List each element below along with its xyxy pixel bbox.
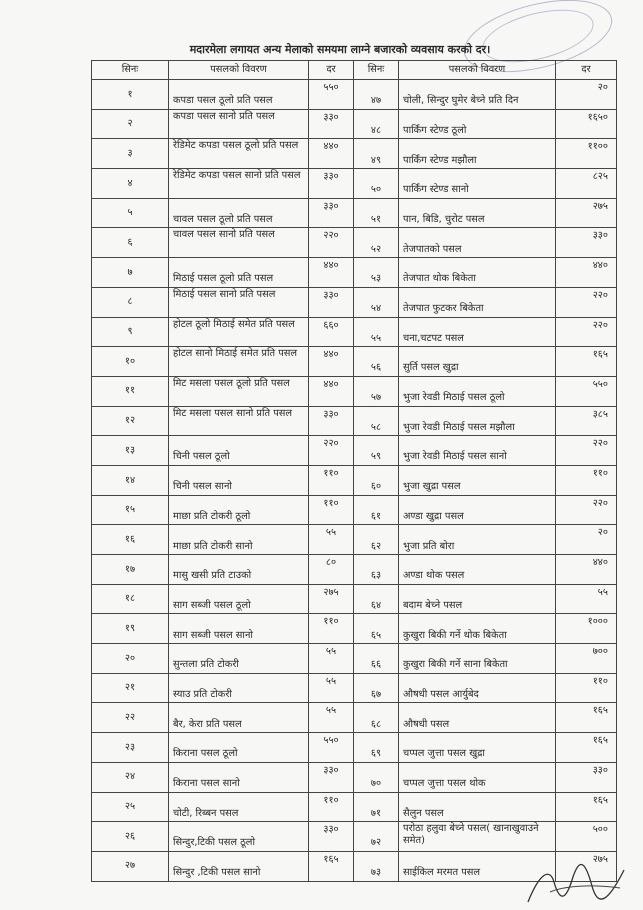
rate-cell: ४४०	[556, 258, 617, 288]
table-row	[92, 614, 617, 644]
rate-cell: १६५	[556, 792, 617, 822]
serial-number-cell: २०	[92, 644, 169, 674]
signature	[520, 862, 630, 908]
shop-description-cell: मिठाई पसल ठूलो प्रति पसल	[169, 258, 309, 288]
table-row	[92, 376, 617, 406]
shop-description-cell: कुखुरा बिकी गर्ने साना बिकेता	[399, 644, 556, 674]
rate-cell: ३३०	[309, 169, 354, 199]
rate-cell: ११०	[556, 465, 617, 495]
serial-number-cell: ६९	[354, 733, 399, 763]
shop-description-cell: तेजपातको पसल	[399, 228, 556, 258]
serial-number-cell: ७०	[354, 762, 399, 792]
rate-cell: २२०	[309, 436, 354, 466]
serial-number-cell: २१	[92, 673, 169, 703]
rate-cell: ३३०	[309, 822, 354, 852]
serial-number-cell: ११	[92, 376, 169, 406]
header-rate-right: दर	[556, 61, 617, 80]
shop-description-cell: होटल सानो मिठाई समेत प्रति पसल	[169, 347, 309, 377]
shop-description-cell: किराना पसल सानो	[169, 762, 309, 792]
shop-description-cell: चिनी पसल सानो	[169, 465, 309, 495]
serial-number-cell: ५८	[354, 406, 399, 436]
shop-description-cell: बैर, केरा प्रति पसल	[169, 703, 309, 733]
rate-cell: ५५	[309, 525, 354, 555]
rate-cell: ३३०	[309, 109, 354, 139]
serial-number-cell: ४७	[354, 80, 399, 110]
shop-description-cell: परोठा हलुवा बेच्ने पसल( खानाखुवाउने समेत)	[399, 822, 556, 852]
rate-cell: ३३०	[309, 406, 354, 436]
shop-description-cell: चप्पल जुत्ता पसल थोक	[399, 762, 556, 792]
rate-cell: १६५	[309, 851, 354, 881]
serial-number-cell: ७३	[354, 851, 399, 881]
serial-number-cell: ६६	[354, 644, 399, 674]
rate-cell: ८२५	[556, 169, 617, 199]
table-row	[92, 80, 617, 110]
shop-description-cell: तेजपात थोक बिकेता	[399, 258, 556, 288]
shop-description-cell: मिट मसला पसल ठूलो प्रति पसल	[169, 376, 309, 406]
rate-cell: ३३०	[309, 762, 354, 792]
table-row	[92, 198, 617, 228]
rate-cell: ११०	[309, 792, 354, 822]
shop-description-cell: साईकिल मरमत पसल	[399, 851, 556, 881]
table-row	[92, 584, 617, 614]
rate-cell: ५५०	[309, 80, 354, 110]
rate-cell: ४४०	[309, 258, 354, 288]
table-row	[92, 465, 617, 495]
tax-rate-table	[91, 60, 617, 882]
rate-cell: ४४०	[556, 555, 617, 585]
header-description-left: पसलको विवरण	[169, 61, 309, 80]
shop-description-cell: अण्डा थोक पसल	[399, 555, 556, 585]
shop-description-cell: भुजा रेवडी मिठाई पसल सानो	[399, 436, 556, 466]
serial-number-cell: ६५	[354, 614, 399, 644]
shop-description-cell: कपडा पसल ठूलो प्रति पसल	[169, 80, 309, 110]
table-row	[92, 555, 617, 585]
table-row	[92, 406, 617, 436]
shop-description-cell: साग सब्जी पसल ठूलो	[169, 584, 309, 614]
shop-description-cell: भुजा रेवडी मिठाई पसल ठूलो	[399, 376, 556, 406]
rate-cell: ५००	[556, 822, 617, 852]
shop-description-cell: रेडिमेट कपडा पसल ठूलो प्रति पसल	[169, 139, 309, 169]
table-row	[92, 822, 617, 852]
shop-description-cell: भुजा प्रति बोरा	[399, 525, 556, 555]
shop-description-cell: चना,चटपट पसल	[399, 317, 556, 347]
table-row	[92, 733, 617, 763]
rate-cell: ३३०	[556, 762, 617, 792]
serial-number-cell: ५९	[354, 436, 399, 466]
header-description-right: पसलको विवरण	[399, 61, 556, 80]
serial-number-cell: ९	[92, 317, 169, 347]
rate-cell: ११०	[309, 495, 354, 525]
serial-number-cell: ५६	[354, 347, 399, 377]
table-row	[92, 673, 617, 703]
rate-cell: २७५	[309, 584, 354, 614]
serial-number-cell: ६२	[354, 525, 399, 555]
shop-description-cell: चोली, सिन्दुर घुमेर बेच्ने प्रति दिन	[399, 80, 556, 110]
table-row	[92, 287, 617, 317]
table-row	[92, 644, 617, 674]
shop-description-cell: बदाम बेच्ने पसल	[399, 584, 556, 614]
rate-cell: ५५	[309, 673, 354, 703]
rate-cell: ५५०	[309, 733, 354, 763]
serial-number-cell: २३	[92, 733, 169, 763]
shop-description-cell: होटल ठूलो मिठाई समेत प्रति पसल	[169, 317, 309, 347]
rate-cell: ४४०	[309, 376, 354, 406]
serial-number-cell: ७१	[354, 792, 399, 822]
shop-description-cell: औषधी पसल आर्युबेद	[399, 673, 556, 703]
rate-cell: १६५	[556, 703, 617, 733]
shop-description-cell: चावल पसल सानो प्रति पसल	[169, 228, 309, 258]
table-row	[92, 109, 617, 139]
serial-number-cell: ६	[92, 228, 169, 258]
rate-cell: १६५	[556, 733, 617, 763]
serial-number-cell: ७२	[354, 822, 399, 852]
serial-number-cell: २६	[92, 822, 169, 852]
rate-cell: २०	[556, 80, 617, 110]
rate-cell: ११००	[556, 139, 617, 169]
shop-description-cell: पार्किंग स्टेण्ड मझौला	[399, 139, 556, 169]
rate-cell: ११०	[556, 673, 617, 703]
shop-description-cell: सैलुन पसल	[399, 792, 556, 822]
serial-number-cell: १	[92, 80, 169, 110]
rate-cell: ५५	[309, 644, 354, 674]
rate-cell: ३८५	[556, 406, 617, 436]
serial-number-cell: १२	[92, 406, 169, 436]
rate-cell: ११०	[309, 614, 354, 644]
rate-cell: २२०	[309, 228, 354, 258]
shop-description-cell: माछा प्रति टोकरी सानो	[169, 525, 309, 555]
serial-number-cell: २७	[92, 851, 169, 881]
serial-number-cell: ६३	[354, 555, 399, 585]
rate-cell: २२०	[556, 436, 617, 466]
rate-cell: ३३०	[556, 228, 617, 258]
table-row	[92, 317, 617, 347]
serial-number-cell: १०	[92, 347, 169, 377]
serial-number-cell: ६०	[354, 465, 399, 495]
serial-number-cell: १९	[92, 614, 169, 644]
table-row	[92, 495, 617, 525]
serial-number-cell: ५१	[354, 198, 399, 228]
rate-cell: ३३०	[309, 198, 354, 228]
shop-description-cell: पार्किंग स्टेण्ड ठूलो	[399, 109, 556, 139]
shop-description-cell: चोटी, रिब्बन पसल	[169, 792, 309, 822]
shop-description-cell: औषधी पसल	[399, 703, 556, 733]
rate-cell: २२०	[556, 317, 617, 347]
table-row	[92, 762, 617, 792]
table-row	[92, 525, 617, 555]
serial-number-cell: ५७	[354, 376, 399, 406]
serial-number-cell: १६	[92, 525, 169, 555]
shop-description-cell: मिट मसला पसल सानो प्रति पसल	[169, 406, 309, 436]
table-row	[92, 436, 617, 466]
rate-cell: ७००	[556, 644, 617, 674]
rate-cell: १६५	[556, 347, 617, 377]
table-row	[92, 228, 617, 258]
shop-description-cell: रेडिमेट कपडा पसल सानो प्रति पसल	[169, 169, 309, 199]
shop-description-cell: चावल पसल ठूलो प्रति पसल	[169, 198, 309, 228]
serial-number-cell: २	[92, 109, 169, 139]
serial-number-cell: ६४	[354, 584, 399, 614]
rate-cell: ५५०	[556, 376, 617, 406]
serial-number-cell: ५४	[354, 287, 399, 317]
serial-number-cell: ८	[92, 287, 169, 317]
rate-cell: २०	[556, 525, 617, 555]
shop-description-cell: स्याउ प्रति टोकरी	[169, 673, 309, 703]
rate-cell: ४४०	[309, 347, 354, 377]
shop-description-cell: पार्किंग स्टेण्ड सानो	[399, 169, 556, 199]
rate-cell: २२०	[556, 495, 617, 525]
serial-number-cell: ४९	[354, 139, 399, 169]
shop-description-cell: सुन्तला प्रति टोकरी	[169, 644, 309, 674]
shop-description-cell: सुर्ति पसल खुद्रा	[399, 347, 556, 377]
header-serial-right: सिनः	[354, 61, 399, 80]
table-row	[92, 258, 617, 288]
shop-description-cell: मिठाई पसल सानो प्रति पसल	[169, 287, 309, 317]
header-serial-left: सिनः	[92, 61, 169, 80]
serial-number-cell: २४	[92, 762, 169, 792]
rate-cell: २७५	[556, 851, 617, 881]
shop-description-cell: माछा प्रति टोकरी ठूलो	[169, 495, 309, 525]
shop-description-cell: सिन्दुर,टिकी पसल ठूलो	[169, 822, 309, 852]
shop-description-cell: पान, बिडि, चुरोट पसल	[399, 198, 556, 228]
serial-number-cell: १७	[92, 555, 169, 585]
shop-description-cell: अण्डा खुद्रा पसल	[399, 495, 556, 525]
shop-description-cell: कपडा पसल सानो प्रति पसल	[169, 109, 309, 139]
serial-number-cell: ५	[92, 198, 169, 228]
serial-number-cell: १८	[92, 584, 169, 614]
shop-description-cell: सिन्दुर ,टिकी पसल सानो	[169, 851, 309, 881]
rate-cell: ६६०	[309, 317, 354, 347]
shop-description-cell: मासु खसी प्रति टाउको	[169, 555, 309, 585]
shop-description-cell: भुजा रेवडी मिठाई पसल मझौला	[399, 406, 556, 436]
serial-number-cell: १५	[92, 495, 169, 525]
shop-description-cell: तेजपात फुटकर बिकेता	[399, 287, 556, 317]
serial-number-cell: ५०	[354, 169, 399, 199]
table-row	[92, 792, 617, 822]
document-title: मदारमेला लगायत अन्य मेलाको समयमा लाग्ने बजारको व्यवसाय करको दर।	[189, 43, 491, 56]
table-row	[92, 703, 617, 733]
shop-description-cell: चिनी पसल ठूलो	[169, 436, 309, 466]
shop-description-cell: कुखुरा बिकी गर्ने थोक बिकेता	[399, 614, 556, 644]
table-row	[92, 169, 617, 199]
serial-number-cell: ६१	[354, 495, 399, 525]
serial-number-cell: १३	[92, 436, 169, 466]
serial-number-cell: ४८	[354, 109, 399, 139]
rate-cell: ५५	[309, 703, 354, 733]
rate-cell: ५५	[556, 584, 617, 614]
serial-number-cell: ४	[92, 169, 169, 199]
serial-number-cell: ७	[92, 258, 169, 288]
rate-cell: ३३०	[309, 287, 354, 317]
shop-description-cell: साग सब्जी पसल सानो	[169, 614, 309, 644]
table-row	[92, 139, 617, 169]
table-row	[92, 347, 617, 377]
table-header-row	[92, 61, 617, 80]
serial-number-cell: ३	[92, 139, 169, 169]
serial-number-cell: ६७	[354, 673, 399, 703]
serial-number-cell: ५५	[354, 317, 399, 347]
serial-number-cell: ५३	[354, 258, 399, 288]
rate-cell: १०००	[556, 614, 617, 644]
serial-number-cell: ५२	[354, 228, 399, 258]
serial-number-cell: ६८	[354, 703, 399, 733]
shop-description-cell: भुजा खुद्रा पसल	[399, 465, 556, 495]
shop-description-cell: चप्पल जुत्ता पसल खुद्रा	[399, 733, 556, 763]
rate-cell: २७५	[556, 198, 617, 228]
rate-cell: ११०	[309, 465, 354, 495]
serial-number-cell: २२	[92, 703, 169, 733]
rate-cell: १६५०	[556, 109, 617, 139]
rate-cell: ८०	[309, 555, 354, 585]
shop-description-cell: किराना पसल ठूलो	[169, 733, 309, 763]
rate-cell: २२०	[556, 287, 617, 317]
serial-number-cell: १४	[92, 465, 169, 495]
header-rate-left: दर	[309, 61, 354, 80]
rate-cell: ४४०	[309, 139, 354, 169]
serial-number-cell: २५	[92, 792, 169, 822]
